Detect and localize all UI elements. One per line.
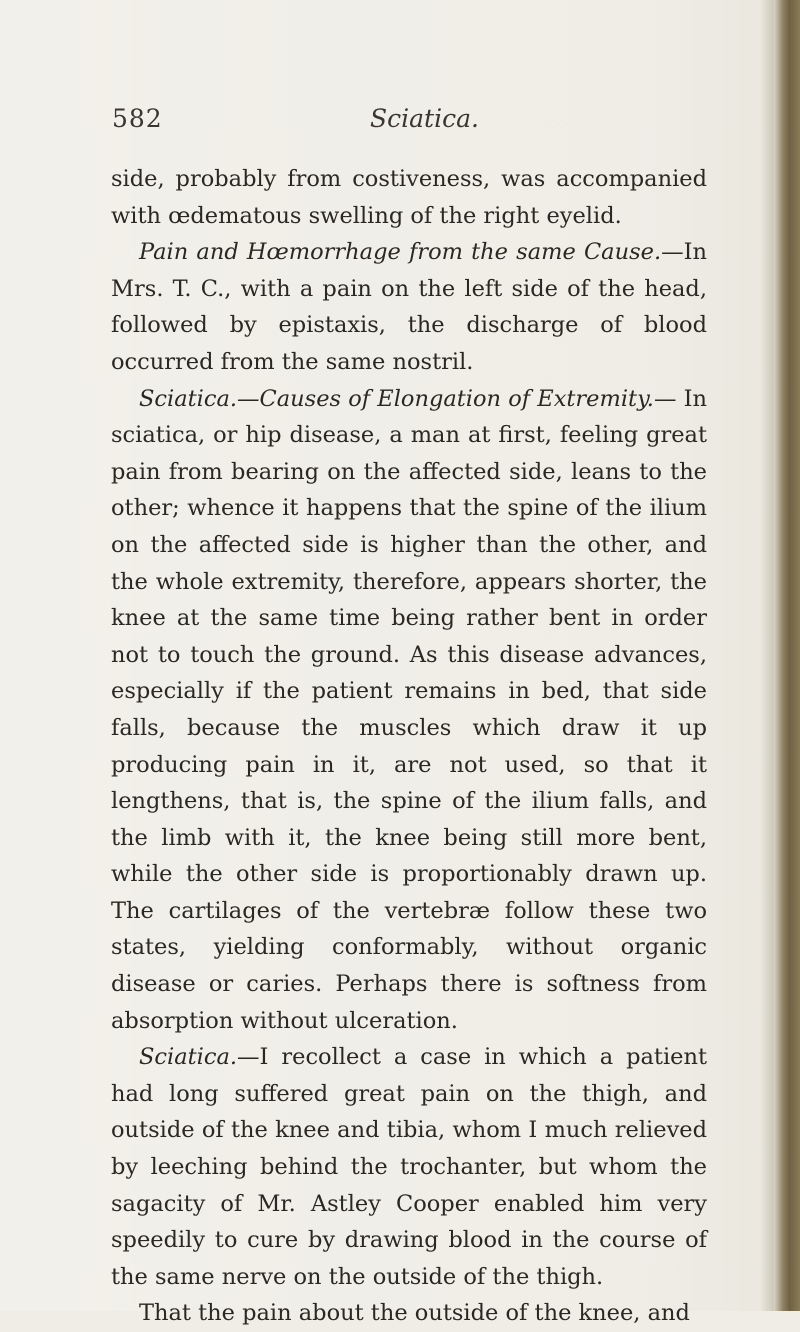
page-gutter-shadow (760, 0, 774, 1311)
paragraph-5 (111, 1295, 707, 1332)
body-text (111, 161, 707, 1332)
paragraph-3-text: — In sciatica, or hip disease, a man at first, feeling great pain from bearing on the affected side, leans to the other; whence it happens that the spine of the ilium on the affected side is higher than the other, and the whole extremity, therefore, appears shorter, the knee at the same time being rather bent in order not to touch the ground. As this disease advances, especially if the patient remains in bed, that side falls, because the muscles which draw it up producing pain in it, are not used, so that it lengthens, that is, the spine of the ilium falls, and the limb with it, the knee being still more bent, while the other side is proportionably drawn up. The cartilages of the vertebræ follow these two states, yielding conformably, without organic disease or caries. Perhaps there is softness from absorption without ulceration. (111, 385, 708, 1034)
paragraph-1-text: side, probably from costiveness, was accompanied with œdematous swelling of the right eyelid. (111, 166, 707, 229)
paragraph-3-heading: Sciatica.—Causes of Elongation of Extremity. (139, 385, 654, 412)
page-edge (774, 0, 800, 1311)
paragraph-3 (111, 381, 707, 1040)
paragraph-1 (111, 161, 707, 234)
paragraph-4-heading: Sciatica. (139, 1044, 238, 1071)
paragraph-2-text: —In Mrs. T. C., with a pain on the left side of the head, followed by epistaxis, the discharge of blood occurred from the same nostril. (111, 239, 707, 375)
paragraph-5-text: That the pain about the outside of the knee, and (139, 1300, 690, 1327)
running-title: Sciatica. (370, 104, 479, 133)
page-header (112, 104, 732, 144)
paragraph-4 (111, 1039, 707, 1295)
paragraph-2-heading: Pain and Hœmorrhage from the same Cause. (139, 239, 662, 266)
paragraph-4-text: —I recollect a case in which a patient had long suffered great pain on the thigh, and outside of the knee and tibia, whom I much relieved by leeching behind the trochanter, but whom the sagacity of Mr. Astley Cooper enabled him very speedily to cure by drawing blood in the course of the same nerve on the outside of the thigh. (111, 1044, 707, 1290)
paragraph-2 (111, 234, 707, 380)
page-number: 582 (112, 104, 163, 133)
